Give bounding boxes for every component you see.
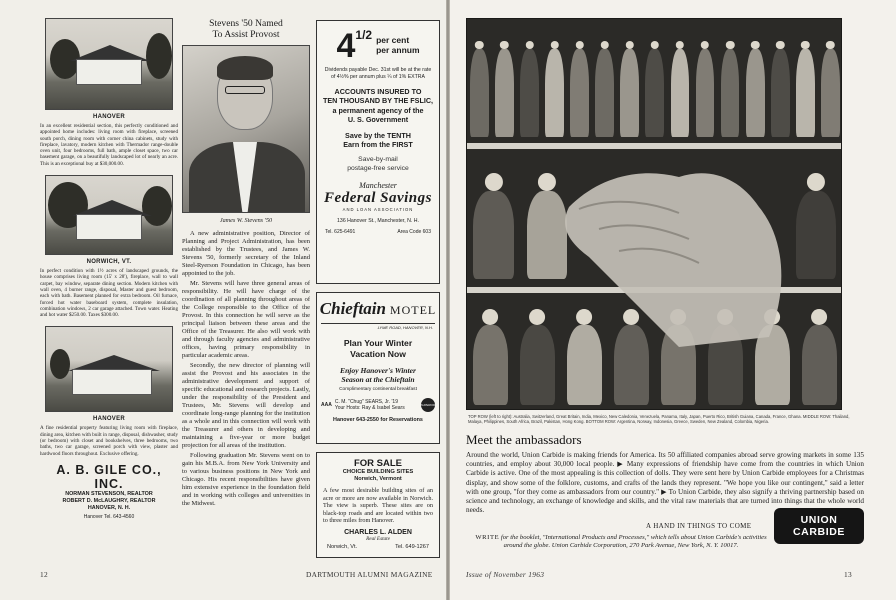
logo-line-1: UNION: [800, 514, 838, 526]
land-text: A few most desirable building sites of an acre or more are now available in Norwich. The view is superb. These sites are on black-top roads and are located within two to three miles from Hanover.: [323, 487, 433, 525]
motel-ad: [316, 292, 440, 444]
motel-breakfast: Complimentary continental breakfast: [339, 387, 417, 392]
write-cap: WRITE: [475, 534, 500, 541]
land-agent-sub: Real Estate: [366, 535, 390, 542]
agency-tel: Hanover Tel. 643-4560: [83, 513, 135, 520]
agency-realtor-1: NORMAN STEVENSON, REALTOR: [65, 490, 153, 497]
dolls-photo: [466, 18, 842, 410]
tenth-line: Save by the TENTH: [345, 130, 411, 140]
hand-illustration: [559, 147, 789, 347]
rate-unit-1: per cent: [376, 35, 410, 45]
doll-figure: [520, 305, 555, 405]
photo-credit: TOP ROW (left to right): Australia, Switzerland, Great Britain, India, Mexico, New Caledonia, Venezuela, Panama, Italy, Japan, Puerto Rico, British Guiana, Canada, France, Ghana. MIDDLE ROW: Thailand, Malaya, Philippines, South Africa, Brazil, Pakistan, Hong Kong. BOTTOM ROW: Argentina, Norway, Indonesia, Greece, Sweden, New Zealand, Colombia, Nigeria.: [468, 414, 850, 425]
article-title-line-2: To Assist Provost: [212, 29, 280, 40]
insured-line: U. S. Government: [347, 115, 409, 125]
bank-phone-row: [325, 229, 431, 235]
bank-address: 136 Hanover St., Manchester, N. H.: [337, 218, 419, 225]
bank-tel: Tel. 625-6491: [325, 229, 356, 236]
doll-figure: [771, 37, 790, 137]
mail-line: Save-by-mail: [358, 156, 398, 164]
superior-badge-icon: SUPERIOR: [421, 398, 435, 412]
doll-figure: [671, 37, 690, 137]
house-photo-1: [45, 18, 173, 110]
motel-host-row: [321, 398, 435, 412]
doll-figure: [495, 37, 514, 137]
doll-figure: [620, 37, 639, 137]
bank-logo: [317, 181, 439, 212]
rate-unit-2: per annum: [376, 45, 420, 55]
mail-block: [321, 155, 435, 173]
rate-fraction: 1/2: [355, 28, 373, 42]
agency-realtor-2: ROBERT D. McLAUGHRY, REALTOR: [62, 497, 156, 504]
agency-name: A. B. GILE CO., INC.: [56, 462, 162, 491]
article-paragraph: Following graduation Mr. Stevens went on to gain his M.B.A. from New York University and to various business positions in New York and Chicago. His recent responsibilities have given him extensive experience in the foundation field and in working with colleges and universities in the Midwest.: [182, 452, 310, 507]
land-ad: [316, 452, 440, 558]
doll-figure: [721, 37, 740, 137]
motel-logo-word: MOTEL: [389, 303, 437, 317]
doll-figure: [520, 37, 539, 137]
doll-figure: [645, 37, 664, 137]
article-title-line-1: Stevens '50 Named: [209, 18, 283, 29]
doll-figure: [802, 305, 837, 405]
listing-heading: NORWICH, VT.: [86, 259, 132, 266]
listing-text: A fine residential property featuring living room with fireplace, dining area, kitchen with built in range, disposal, dishwasher, study (or bedroom) with closet and bookshelves, three bedrooms, two baths, two car garage, screened porch with view, plaster and hardwood floors throughout. Exclusive offering.: [40, 425, 178, 457]
ad-write-text: [466, 534, 776, 550]
savings-ad: [316, 20, 440, 284]
issue-date: Issue of November 1963: [466, 570, 545, 579]
land-town: Norwich, Vt.: [327, 543, 358, 550]
left-page-number: 12: [40, 570, 48, 579]
doll-figure: [545, 37, 564, 137]
mail-line: postage-free service: [347, 165, 409, 173]
article-paragraph: Secondly, the new director of planning will assist the Provost and his associates in the administrative development and support of specific educational and research projects. Lastly, under the responsibility of the President and Trustees, Mr. Stevens will develop and coordinate long-range planning for the institution as a whole and in this connection will work with the Treasurer and others in developing and maintaining a five-year or more budget projection for all areas of the institution.: [182, 362, 310, 449]
insured-line: TEN THOUSAND BY THE FSLIC,: [322, 96, 434, 106]
ad-tagline: A HAND IN THINGS TO COME: [646, 522, 752, 530]
rate-whole: 4: [336, 27, 356, 65]
bank-logo-sub: AND LOAN ASSOCIATION: [342, 207, 414, 213]
motel-script-2: Season at the Chieftain: [341, 375, 415, 384]
article-paragraph: Mr. Stevens will have three general areas of responsibility. He will have charge of the coordination of all planning throughout areas of the College responsible to the Office of the Provost. In this connection he will serve as the principal liaison between these areas and the Office of the Treasurer. He also will work with and through faculty agencies and administrative offices, having primary responsibility in particular academic areas.: [182, 280, 310, 359]
doll-figure: [696, 37, 715, 137]
agency-location: HANOVER, N. H.: [87, 504, 131, 511]
doll-figure: [595, 37, 614, 137]
motel-headline-2: Vacation Now: [350, 349, 406, 359]
listing-text: In an excellent residential section, this perfectly conditioned and appointed home includes: living room with fireplace, screened south porch, dining room with corner china cabinets, study with fireplace, lavatory, modern kitchen with Thermador range-double oven unit, four bedrooms, full bath, ample closet space, two car basement garage, on a beautifully landscaped lot of nearly an acre. This is an exceptional buy at $30,000.00.: [40, 123, 178, 167]
doll-figure: [796, 37, 815, 137]
doll-figure: [473, 169, 513, 279]
motel-script-1: Enjoy Hanover's Winter: [340, 366, 416, 375]
land-tel: Tel. 649-1267: [395, 543, 429, 550]
article-title: [182, 18, 310, 40]
ad-title: Meet the ambassadors: [466, 432, 582, 447]
union-carbide-logo: [774, 508, 864, 544]
listing-heading: HANOVER: [92, 114, 126, 120]
doll-figure: [746, 37, 765, 137]
bank-logo-top: Manchester: [359, 181, 397, 191]
write-body: for the booklet, "International Products and Processes," which tells about Union Carbide's activities around the globe. Union Carbide Corporation, 270 Park Avenue, New York, N. Y. 10017.: [499, 534, 767, 550]
logo-line-2: CARBIDE: [792, 526, 846, 538]
doll-figure: [821, 37, 840, 137]
insured-line: ACCOUNTS INSURED TO: [334, 87, 422, 96]
land-agent: CHARLES L. ALDEN: [344, 528, 412, 536]
bank-area-code: Area Code 603: [397, 229, 431, 236]
doll-figure: [473, 305, 508, 405]
land-location: Norwich, Vermont: [354, 476, 402, 482]
rate-unit: [376, 35, 419, 55]
land-contact-row: [327, 544, 429, 550]
real-estate-column: [40, 18, 178, 520]
insured-block: [321, 87, 435, 125]
motel-headline: [317, 338, 439, 360]
land-subtitle: CHOICE BUILDING SITES: [342, 469, 414, 475]
dividend-note: Dividends payable Dec. 31st will be at the rate of 4½% per annum plus ¼ of 1% EXTRA: [324, 67, 432, 80]
portrait-caption: James W. Stevens '50: [219, 217, 273, 224]
bank-logo-name: Federal Savings: [324, 190, 432, 207]
portrait-photo: [182, 45, 310, 213]
insured-line: a permanent agency of the: [332, 105, 424, 115]
land-title: FOR SALE: [353, 458, 403, 469]
motel-host-2: Your Hosts: Ray & Isabel Sears: [334, 405, 405, 411]
motel-host-1: C. M. "Chug" SEARS, Jr. '19: [334, 398, 398, 405]
listing-text: In perfect condition with 1½ acres of landscaped grounds, the house comprises living room (15' x 28'), fireplace, wall to wall carpet, bay window, separate dining section. Modern kitchen with wall oven, 4 burner range, disposal, Master and guest bedroom, each with bath. Basement planned for extra bedroom. Oil furnace, forced hot water baseboard system, complete insulation, combination windows, 2 car garage attached. Town water. Heating and hot water $250.00. Taxes $300.00.: [40, 268, 178, 319]
right-page: [450, 0, 896, 600]
motel-address: LYME ROAD, HANOVER, N.H.: [377, 325, 433, 330]
motel-logo-script: Chieftain: [319, 299, 386, 318]
right-page-number: 13: [844, 570, 852, 579]
motel-headline-1: Plan Your Winter: [343, 338, 413, 348]
doll-figure: [470, 37, 489, 137]
doll-figure: [570, 37, 589, 137]
motel-phone: Hanover 643-2550 for Reservations: [333, 417, 423, 423]
magazine-name: DARTMOUTH ALUMNI MAGAZINE: [306, 570, 433, 579]
article-column: [182, 18, 310, 510]
article-paragraph: A new administrative position, Director of Planning and Project Administration, has been established by the Trustees, and James W. Stevens '50, formerly secretary of the Inland Steel-Ryerson Foundation in Chicago, has been appointed to the job.: [182, 230, 310, 277]
doll-figure: [796, 169, 836, 279]
ad-body: Around the world, Union Carbide is making friends for America. Its 50 affiliated companies abroad serve growing markets in some 135 countries, and employ about 30,000 local people. ▶ Many expressions of friendship have come from the countries in which Union Carbide is active. One of the most appealing is this collection of dolls. They were sent here by Union Carbide employees for a Christmas display, and show some of the folklore, customs, and crafts of the lands they represent. "We hope you like our contingent," said a letter with one group, "for they come as ambassadors from our country." ▶ To Union Carbide, they also signify a thriving partnership based on science and technology, an exchange of knowledge and skills, and the vital raw materials that are turned into things that the whole world needs.: [466, 451, 864, 515]
aaa-badge: AAA: [321, 402, 332, 408]
motel-script-text: [317, 366, 439, 384]
listing-heading: HANOVER: [92, 416, 126, 423]
tenth-block: [321, 131, 435, 150]
motel-hosts: [335, 399, 418, 412]
rate-display: [317, 29, 439, 63]
house-photo-2: [45, 175, 173, 255]
left-page: [0, 0, 446, 600]
motel-logo: [321, 299, 435, 324]
tenth-line: Earn from the FIRST: [343, 140, 413, 150]
house-photo-3: [45, 326, 173, 412]
